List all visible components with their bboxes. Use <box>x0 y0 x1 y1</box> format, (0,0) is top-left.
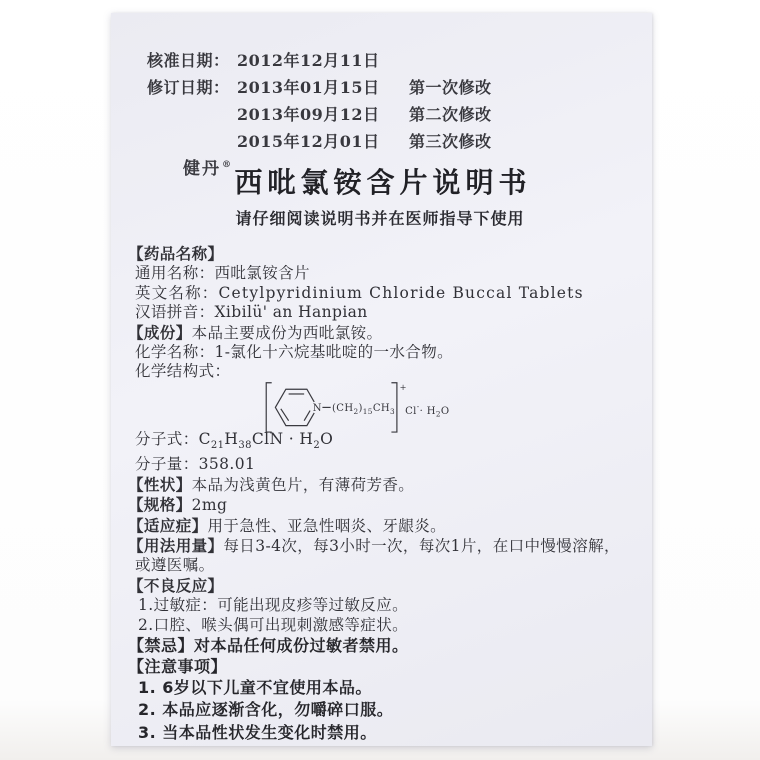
section-adverse-reactions <box>128 576 632 596</box>
adverse-reaction-item: 1.过敏症：可能出现皮疹等过敏反应。 <box>138 596 408 615</box>
structure-svg <box>258 378 470 435</box>
double-bond-right <box>304 410 310 420</box>
revision-date-value: 2013年09月12日 <box>237 105 380 124</box>
revision-date-value: 2015年12月01日 <box>237 132 380 151</box>
chemical-name-line: 化学名称：1-氯化十六烷基吡啶的一水合物。 <box>135 343 454 362</box>
contraindications-header: 【禁忌】 <box>128 636 195 655</box>
chloride-hydrate-label: $Cl^-\cdot H_2O$ <box>405 402 450 419</box>
precautions-header: 【注意事项】 <box>128 657 228 676</box>
section-precautions-header <box>128 656 632 677</box>
section-properties <box>128 475 632 495</box>
chemical-structure-diagram <box>258 378 632 432</box>
precaution-item: 2. 本品应逐渐含化，勿嚼碎口服。 <box>138 700 394 720</box>
left-bracket <box>266 383 271 432</box>
cation-plus-sign: + <box>399 381 407 392</box>
formula-subscript: 2 <box>313 439 321 451</box>
section-indications <box>128 516 632 536</box>
properties-header: 【性状】 <box>128 474 192 494</box>
revision-note: 第三次修改 <box>409 132 492 151</box>
adverse-reaction-item: 2.口腔、喉头偶可出现刺激感等症状。 <box>138 615 408 634</box>
indications-header: 【适应症】 <box>128 515 208 535</box>
indications-text: 用于急性、亚急性咽炎、牙龈炎。 <box>207 516 447 535</box>
alkyl-chain-label: $(CH_2)_{15}CH_3$ <box>332 402 396 416</box>
specification-header: 【规格】 <box>128 495 192 515</box>
ingredients-text: 本品主要成份为西吡氯铵。 <box>191 323 383 342</box>
ingredients-header: 【成份】 <box>128 322 192 342</box>
contraindications-text: 对本品任何成份过敏者禁用。 <box>194 636 409 655</box>
formula-part: ClN · H <box>251 429 314 448</box>
formula-label: 分子式： <box>135 429 199 448</box>
section-ingredients <box>128 323 632 343</box>
specification-text: 2mg <box>191 496 228 515</box>
pinyin-name-line: 汉语拼音：Xibilü' an Hanpian <box>135 303 368 322</box>
english-name-line: 英文名称：Cetylpyridinium Chloride Buccal Tablets <box>135 283 584 302</box>
approval-date-label: 核准日期： <box>147 51 230 70</box>
revision-row-2 <box>147 101 632 128</box>
dosage-text: 每日3-4次，每3小时一次，每次1片，在口中慢慢溶解，或遵医嘱。 <box>135 536 620 575</box>
dosage-header: 【用法用量】 <box>128 535 224 555</box>
formula-subscript: 21 <box>210 439 225 451</box>
approval-dates-block <box>147 47 632 155</box>
section-drug-name-header <box>128 244 632 264</box>
approval-date-value: 2012年12月11日 <box>237 51 380 70</box>
brand-logo <box>183 154 233 179</box>
generic-name-line: 通用名称：西吡氯铵含片 <box>135 264 310 283</box>
leaflet-body <box>128 244 632 744</box>
section-dosage <box>128 536 632 576</box>
formula-subscript: 38 <box>238 439 252 451</box>
revision-date-value: 2013年01月15日 <box>237 78 380 97</box>
nitrogen-atom: N <box>312 402 322 414</box>
brand-name: 健丹 <box>183 159 221 179</box>
leaflet-paper <box>111 13 652 746</box>
weight-value: 358.01 <box>198 455 256 474</box>
page-title: 西吡氯铵含片说明书 <box>234 166 532 199</box>
drug-name-header: 【药品名称】 <box>128 244 224 263</box>
precaution-item: 3. 当本品性状发生变化时禁用。 <box>138 722 377 742</box>
adverse-reactions-header: 【不良反应】 <box>128 575 224 595</box>
properties-text: 本品为浅黄色片，有薄荷芳香。 <box>191 475 415 494</box>
weight-label: 分子量： <box>135 455 199 474</box>
structure-label-line: 化学结构式： <box>135 362 231 381</box>
revision-note: 第二次修改 <box>409 105 492 124</box>
molecular-weight-line <box>128 455 632 474</box>
revision-date-label-spacer <box>147 101 237 128</box>
read-instructions-notice: 请仔细阅读说明书并在医师指导下使用 <box>235 209 525 228</box>
precaution-item: 1. 6岁以下儿童不宜使用本品。 <box>138 678 372 697</box>
section-specification <box>128 495 632 515</box>
formula-part: C <box>198 429 211 448</box>
registered-trademark-mark: ® <box>222 160 233 171</box>
revision-date-label: 修订日期： <box>147 78 230 97</box>
revision-row-1 <box>147 74 632 101</box>
leaflet-header <box>128 150 632 229</box>
pyridine-ring <box>275 389 314 425</box>
formula-part: H <box>224 429 239 448</box>
section-contraindications <box>128 635 632 656</box>
formula-part: O <box>320 429 334 448</box>
approval-date-row <box>147 47 632 74</box>
revision-note: 第一次修改 <box>409 78 492 97</box>
